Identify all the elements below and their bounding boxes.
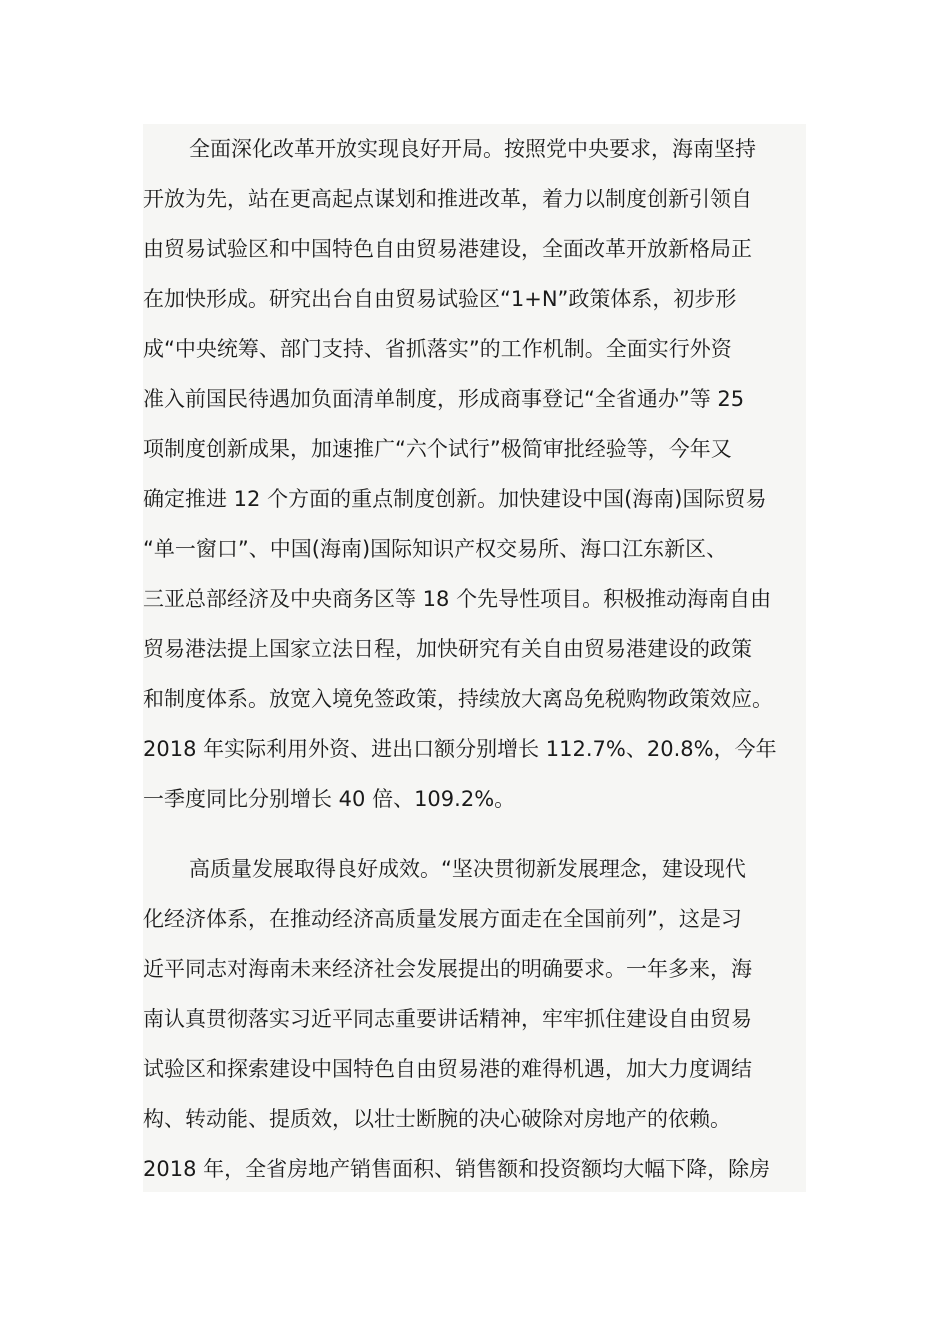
text-line: 项制度创新成果，加速推广“六个试行”极简审批经验等，今年又 (143, 437, 732, 461)
paragraph-high-quality-development (143, 844, 806, 1194)
text-line: 构、转动能、提质效，以壮士断腕的决心破除对房地产的依赖。 (143, 1107, 731, 1131)
text-line: 试验区和探索建设中国特色自由贸易港的难得机遇，加大力度调结 (143, 1057, 752, 1081)
text-line: 化经济体系，在推动经济高质量发展方面走在全国前列”，这是习 (143, 907, 742, 931)
text-line: 一季度同比分别增长 40 倍、109.2%。 (143, 787, 516, 811)
text-line: 高质量发展取得良好成效。“坚决贯彻新发展理念，建设现代 (189, 857, 746, 881)
paragraph-reform-opening (143, 124, 806, 824)
text-line: 成“中央统筹、部门支持、省抓落实”的工作机制。全面实行外资 (143, 337, 732, 361)
text-line: 三亚总部经济及中央商务区等 18 个先导性项目。积极推动海南自由 (143, 587, 772, 611)
text-line: 全面深化改革开放实现良好开局。按照党中央要求，海南坚持 (189, 137, 756, 161)
article-text-block (143, 124, 806, 1192)
text-line: 南认真贯彻落实习近平同志重要讲话精神，牢牢抓住建设自由贸易 (143, 1007, 752, 1031)
text-line: 开放为先，站在更高起点谋划和推进改革，着力以制度创新引领自 (143, 187, 752, 211)
text-line: 确定推进 12 个方面的重点制度创新。加快建设中国(海南)国际贸易 (143, 487, 767, 511)
text-line: 2018 年实际利用外资、进出口额分别增长 112.7%、20.8%，今年 (143, 737, 777, 761)
text-line: 近平同志对海南未来经济社会发展提出的明确要求。一年多来，海 (143, 957, 752, 981)
text-line: 贸易港法提上国家立法日程，加快研究有关自由贸易港建设的政策 (143, 637, 752, 661)
text-line: 在加快形成。研究出台自由贸易试验区“1+N”政策体系，初步形 (143, 287, 737, 311)
text-line: 和制度体系。放宽入境免签政策，持续放大离岛免税购物政策效应。 (143, 687, 773, 711)
text-line: 2018 年，全省房地产销售面积、销售额和投资额均大幅下降，除房 (143, 1157, 771, 1181)
text-line: “单一窗口”、中国(海南)国际知识产权交易所、海口江东新区、 (143, 537, 728, 561)
text-line: 由贸易试验区和中国特色自由贸易港建设，全面改革开放新格局正 (143, 237, 752, 261)
text-line: 准入前国民待遇加负面清单制度，形成商事登记“全省通办”等 25 (143, 387, 745, 411)
